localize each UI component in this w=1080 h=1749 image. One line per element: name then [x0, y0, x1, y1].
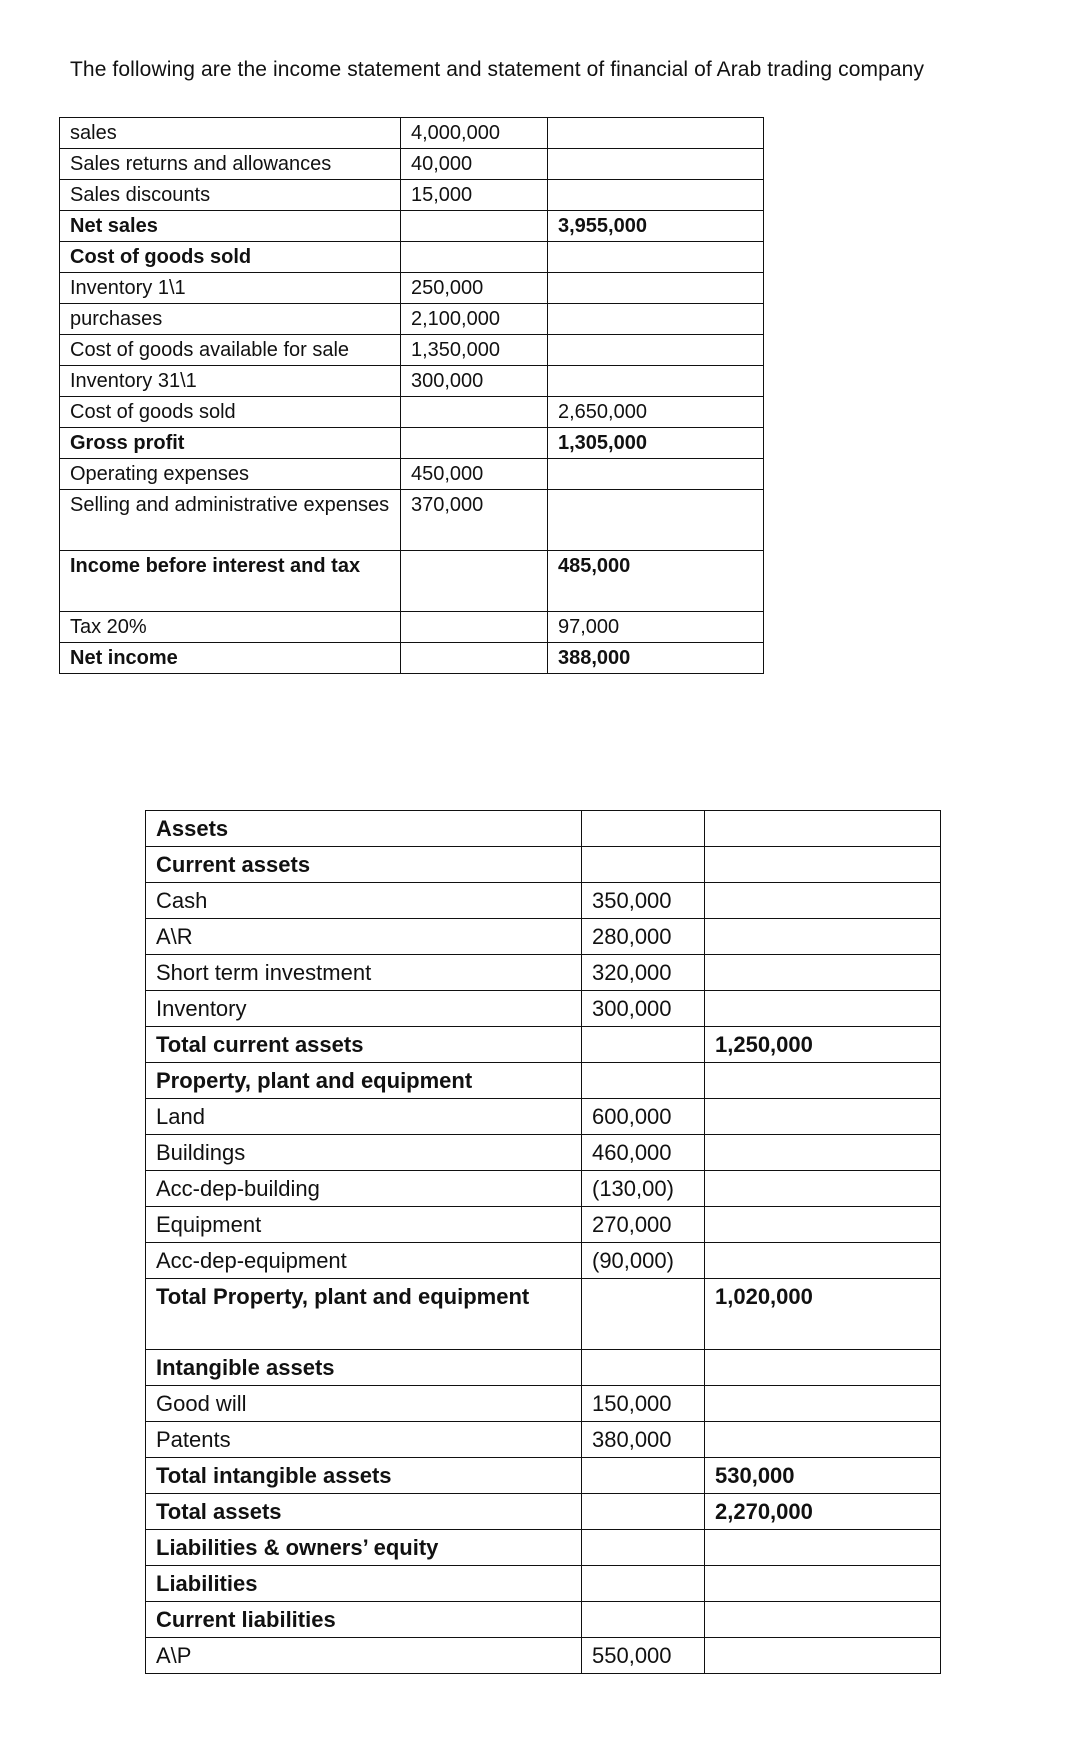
balance-sheet-table [145, 810, 941, 1674]
row-label: Total assets [146, 1494, 582, 1530]
income-row [60, 551, 764, 612]
row-label: Acc-dep-building [146, 1171, 582, 1207]
amount-cell: 550,000 [582, 1638, 705, 1674]
balance-row [146, 1386, 941, 1422]
balance-row [146, 919, 941, 955]
row-label: purchases [60, 304, 401, 335]
amount-cell [582, 1530, 705, 1566]
row-label: Cost of goods sold [60, 397, 401, 428]
amount-cell: 270,000 [582, 1207, 705, 1243]
income-row [60, 335, 764, 366]
amount-cell: 15,000 [401, 180, 548, 211]
income-row [60, 490, 764, 551]
amount-cell [582, 1602, 705, 1638]
amount-cell: 40,000 [401, 149, 548, 180]
amount-cell: 380,000 [582, 1422, 705, 1458]
total-cell [705, 1602, 941, 1638]
total-cell [705, 1099, 941, 1135]
total-cell [548, 490, 764, 551]
total-cell [548, 366, 764, 397]
amount-cell: 600,000 [582, 1099, 705, 1135]
document-title: The following are the income statement and statement of financial of Arab trading company [70, 58, 925, 81]
amount-cell: 450,000 [401, 459, 548, 490]
total-cell: 530,000 [705, 1458, 941, 1494]
total-cell: 97,000 [548, 612, 764, 643]
total-cell [548, 242, 764, 273]
amount-cell [582, 1566, 705, 1602]
total-cell: 1,020,000 [705, 1279, 941, 1350]
balance-row [146, 883, 941, 919]
total-cell [548, 118, 764, 149]
amount-cell: 280,000 [582, 919, 705, 955]
total-cell [548, 273, 764, 304]
total-cell [705, 811, 941, 847]
row-label: Equipment [146, 1207, 582, 1243]
row-label: Gross profit [60, 428, 401, 459]
total-cell [705, 1530, 941, 1566]
balance-row [146, 1027, 941, 1063]
row-label: Assets [146, 811, 582, 847]
row-label: Inventory 1\1 [60, 273, 401, 304]
row-label: Inventory [146, 991, 582, 1027]
amount-cell [401, 551, 548, 612]
total-cell [705, 1135, 941, 1171]
amount-cell [582, 1494, 705, 1530]
amount-cell [582, 1063, 705, 1099]
row-label: Land [146, 1099, 582, 1135]
total-cell [705, 1171, 941, 1207]
amount-cell [582, 1458, 705, 1494]
income-statement-table [59, 117, 764, 674]
income-row [60, 643, 764, 674]
balance-row [146, 1063, 941, 1099]
total-cell [705, 1638, 941, 1674]
row-label: Income before interest and tax [60, 551, 401, 612]
row-label: Operating expenses [60, 459, 401, 490]
total-cell: 485,000 [548, 551, 764, 612]
balance-row [146, 955, 941, 991]
amount-cell: 250,000 [401, 273, 548, 304]
amount-cell [582, 811, 705, 847]
income-row [60, 273, 764, 304]
balance-row [146, 1243, 941, 1279]
balance-row [146, 1099, 941, 1135]
balance-row [146, 1602, 941, 1638]
total-cell [705, 1063, 941, 1099]
total-cell: 1,250,000 [705, 1027, 941, 1063]
amount-cell [582, 1279, 705, 1350]
balance-row [146, 1171, 941, 1207]
total-cell [705, 1566, 941, 1602]
row-label: Property, plant and equipment [146, 1063, 582, 1099]
balance-row [146, 847, 941, 883]
row-label: Liabilities & owners’ equity [146, 1530, 582, 1566]
amount-cell: (90,000) [582, 1243, 705, 1279]
income-row [60, 428, 764, 459]
total-cell [705, 883, 941, 919]
row-label: Current liabilities [146, 1602, 582, 1638]
amount-cell [401, 428, 548, 459]
balance-row [146, 1207, 941, 1243]
total-cell [705, 1422, 941, 1458]
total-cell [548, 335, 764, 366]
row-label: Good will [146, 1386, 582, 1422]
income-row [60, 304, 764, 335]
row-label: Short term investment [146, 955, 582, 991]
total-cell: 2,650,000 [548, 397, 764, 428]
row-label: A\R [146, 919, 582, 955]
amount-cell [401, 211, 548, 242]
income-row [60, 397, 764, 428]
amount-cell [401, 242, 548, 273]
amount-cell [401, 612, 548, 643]
income-row [60, 149, 764, 180]
row-label: Net income [60, 643, 401, 674]
row-label: Total current assets [146, 1027, 582, 1063]
amount-cell: 150,000 [582, 1386, 705, 1422]
total-cell [548, 459, 764, 490]
amount-cell [401, 643, 548, 674]
income-row [60, 612, 764, 643]
total-cell: 3,955,000 [548, 211, 764, 242]
total-cell: 2,270,000 [705, 1494, 941, 1530]
balance-row [146, 991, 941, 1027]
total-cell: 1,305,000 [548, 428, 764, 459]
amount-cell [582, 847, 705, 883]
total-cell [705, 1386, 941, 1422]
amount-cell [582, 1350, 705, 1386]
row-label: Inventory 31\1 [60, 366, 401, 397]
row-label: Patents [146, 1422, 582, 1458]
total-cell [705, 1350, 941, 1386]
balance-row [146, 1422, 941, 1458]
amount-cell: (130,00) [582, 1171, 705, 1207]
amount-cell [582, 1027, 705, 1063]
row-label: Cost of goods sold [60, 242, 401, 273]
row-label: Tax 20% [60, 612, 401, 643]
amount-cell: 300,000 [401, 366, 548, 397]
balance-row [146, 1279, 941, 1350]
income-row [60, 118, 764, 149]
row-label: sales [60, 118, 401, 149]
total-cell: 388,000 [548, 643, 764, 674]
row-label: Current assets [146, 847, 582, 883]
row-label: Selling and administrative expenses [60, 490, 401, 551]
balance-row [146, 1638, 941, 1674]
amount-cell: 2,100,000 [401, 304, 548, 335]
row-label: Acc-dep-equipment [146, 1243, 582, 1279]
row-label: Sales discounts [60, 180, 401, 211]
balance-row [146, 811, 941, 847]
income-row [60, 242, 764, 273]
row-label: Total Property, plant and equipment [146, 1279, 582, 1350]
row-label: Buildings [146, 1135, 582, 1171]
row-label: Net sales [60, 211, 401, 242]
amount-cell: 1,350,000 [401, 335, 548, 366]
balance-row [146, 1458, 941, 1494]
income-row [60, 180, 764, 211]
amount-cell: 300,000 [582, 991, 705, 1027]
income-row [60, 211, 764, 242]
row-label: Cash [146, 883, 582, 919]
total-cell [548, 180, 764, 211]
balance-row [146, 1135, 941, 1171]
income-row [60, 366, 764, 397]
balance-row [146, 1566, 941, 1602]
row-label: Sales returns and allowances [60, 149, 401, 180]
total-cell [705, 991, 941, 1027]
balance-row [146, 1494, 941, 1530]
total-cell [548, 149, 764, 180]
row-label: Total intangible assets [146, 1458, 582, 1494]
balance-row [146, 1350, 941, 1386]
amount-cell: 350,000 [582, 883, 705, 919]
total-cell [705, 919, 941, 955]
total-cell [548, 304, 764, 335]
row-label: Intangible assets [146, 1350, 582, 1386]
amount-cell: 370,000 [401, 490, 548, 551]
row-label: Cost of goods available for sale [60, 335, 401, 366]
amount-cell: 460,000 [582, 1135, 705, 1171]
total-cell [705, 847, 941, 883]
total-cell [705, 1207, 941, 1243]
amount-cell: 320,000 [582, 955, 705, 991]
total-cell [705, 955, 941, 991]
amount-cell: 4,000,000 [401, 118, 548, 149]
total-cell [705, 1243, 941, 1279]
row-label: Liabilities [146, 1566, 582, 1602]
balance-row [146, 1530, 941, 1566]
income-row [60, 459, 764, 490]
row-label: A\P [146, 1638, 582, 1674]
amount-cell [401, 397, 548, 428]
